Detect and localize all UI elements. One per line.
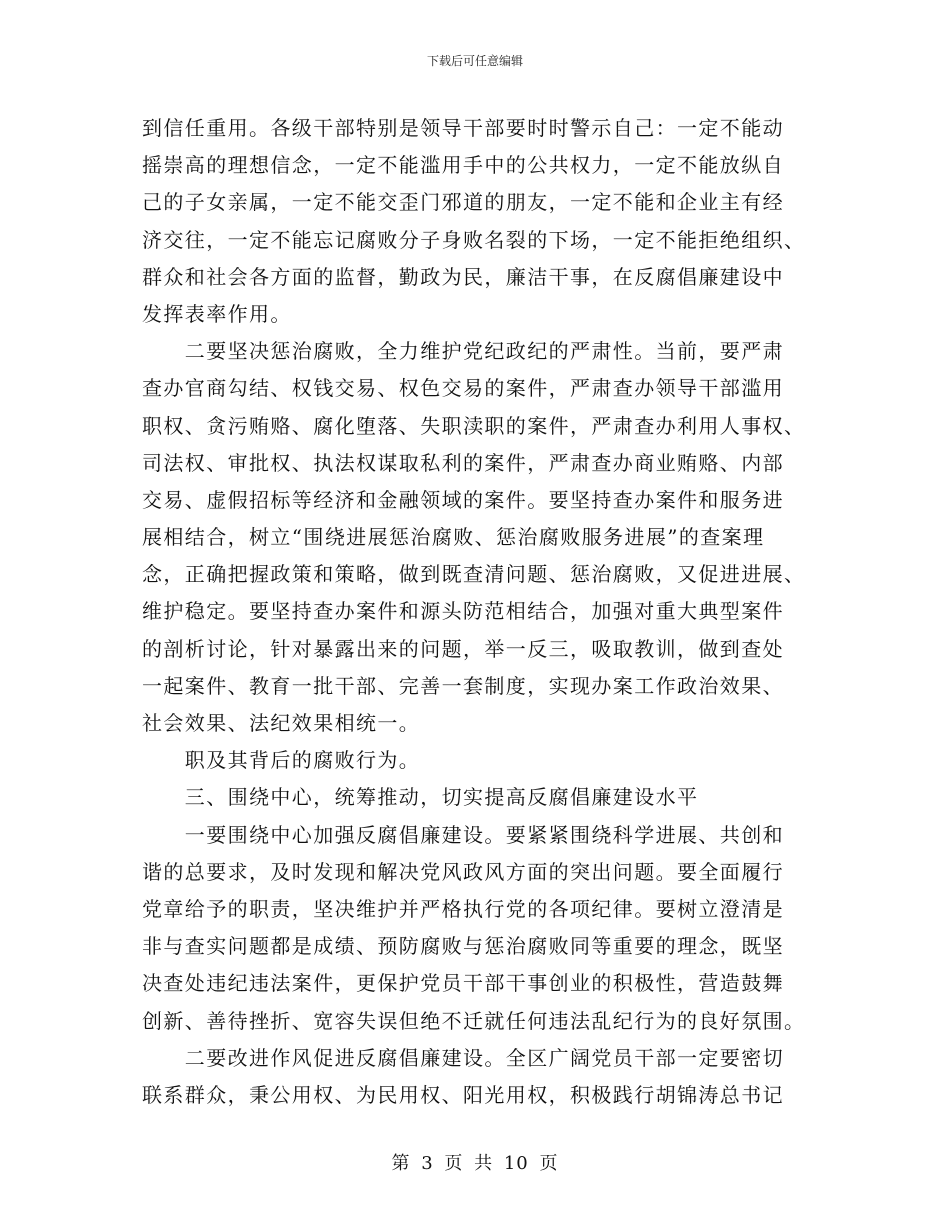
text-line: 维护稳定。要坚持查办案件和源头防范相结合，加强对重大典型案件 [142, 599, 784, 624]
text-line: 己的子女亲属，一定不能交歪门邪道的朋友，一定不能和企业主有经 [142, 190, 784, 215]
section-heading: 三、围绕中心，统筹推动，切实提高反腐倡廉建设水平 [142, 785, 699, 810]
text-line: 展相结合，树立“围绕进展惩治腐败、惩治腐败服务进展”的查案理 [142, 525, 765, 550]
text-line: 发挥表率作用。 [142, 301, 292, 326]
text-line: 联系群众，秉公用权、为民用权、阳光用权，积极践行胡锦涛总书记 [142, 1082, 784, 1107]
text-line: 二要坚决惩治腐败，全力维护党纪政纪的严肃性。当前，要严肃 [142, 339, 784, 364]
text-line: 济交往，一定不能忘记腐败分子身败名裂的下场，一定不能拒绝组织、 [142, 227, 806, 252]
text-line: 谐的总要求，及时发现和解决党风政风方面的突出问题。要全面履行 [142, 859, 784, 884]
text-line: 一起案件、教育一批干部、完善一套制度，实现办案工作政治效果、 [142, 673, 784, 698]
text-line: 二要改进作风促进反腐倡廉建设。全区广阔党员干部一定要密切 [142, 1045, 784, 1070]
text-line: 交易、虚假招标等经济和金融领域的案件。要坚持查办案件和服务进 [142, 487, 784, 512]
text-line: 到信任重用。各级干部特别是领导干部要时时警示自己：一定不能动 [142, 116, 784, 140]
document-body [142, 110, 812, 1114]
text-line: 非与查实问题都是成绩、预防腐败与惩治腐败同等重要的理念，既坚 [142, 934, 784, 959]
text-line: 创新、善待挫折、宽容失误但绝不迁就任何违法乱纪行为的良好氛围。 [142, 1008, 806, 1033]
text-line: 职及其背后的腐败行为。 [142, 748, 421, 773]
text-line: 摇崇高的理想信念，一定不能滥用手中的公共权力，一定不能放纵自 [142, 153, 784, 178]
text-line: 职权、贪污贿赂、腐化堕落、失职渎职的案件，严肃查办利用人事权、 [142, 413, 806, 438]
page-number: 第 3 页 共 10 页 [391, 1153, 559, 1174]
text-line: 群众和社会各方面的监督，勤政为民，廉洁干事，在反腐倡廉建设中 [142, 264, 784, 289]
text-line: 社会效果、法纪效果相统一。 [142, 711, 421, 735]
text-line: 的剖析讨论，针对暴露出来的问题，举一反三，吸取教训，做到查处 [142, 636, 784, 661]
text-line: 司法权、审批权、执法权谋取私利的案件，严肃查办商业贿赂、内部 [142, 450, 784, 475]
text-line: 党章给予的职责，坚决维护并严格执行党的各项纪律。要树立澄清是 [142, 896, 784, 921]
text-line: 一要围绕中心加强反腐倡廉建设。要紧紧围绕科学进展、共创和 [142, 822, 784, 847]
text-line: 查办官商勾结、权钱交易、权色交易的案件，严肃查办领导干部滥用 [142, 376, 784, 401]
text-line: 决查处违纪违法案件，更保护党员干部干事创业的积极性，营造鼓舞 [142, 971, 784, 996]
page-header: 下载后可任意编辑 [426, 54, 523, 68]
text-line: 念，正确把握政策和策略，做到既查清问题、惩治腐败，又促进进展、 [142, 562, 806, 587]
